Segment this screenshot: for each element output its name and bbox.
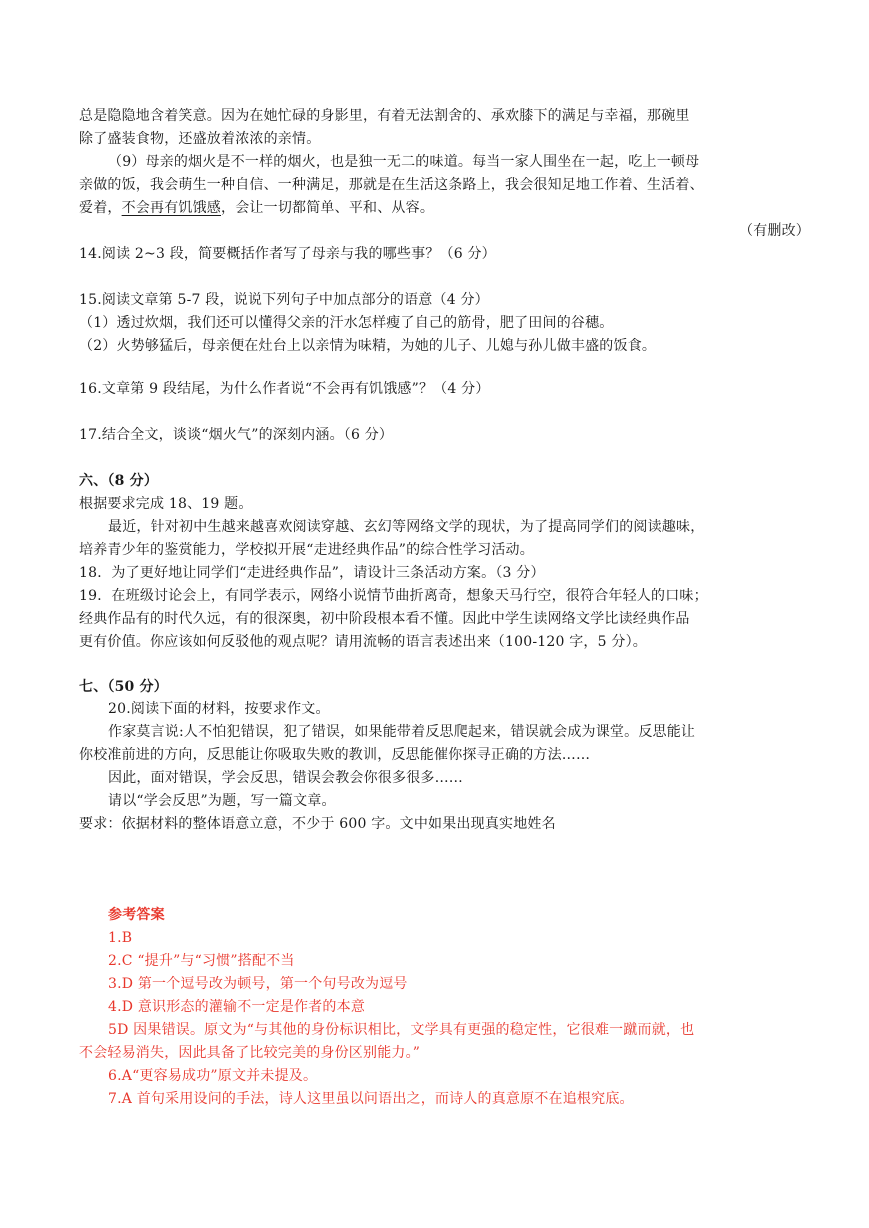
- essay-material-line2: 你校准前进的方向，反思能让你吸取失败的教训，反思能催你探寻正确的方法……: [79, 747, 591, 763]
- question-20: 20.阅读下面的材料，按要求作文。: [108, 701, 330, 717]
- question-19-line3: 更有价值。你应该如何反驳他的观点呢？请用流畅的语言表述出来（100-120 字，5 分）。: [79, 634, 647, 650]
- question-15-item-2: （2）火势够猛后，母亲便在灶台上以亲情为味精，为她的儿子、儿媳与孙儿做丰盛的饭食。: [79, 338, 657, 354]
- section-6-heading: 六、（8 分）: [79, 473, 159, 489]
- section-6-intro: 根据要求完成 18、19 题。: [79, 496, 253, 512]
- question-16: 16.文章第 9 段结尾，为什么作者说“不会再有饥饿感”？（4 分）: [79, 381, 490, 397]
- answers-heading: 参考答案: [108, 907, 165, 923]
- section-6-context-line1: 最近，针对初中生越来越喜欢阅读穿越、玄幻等网络文学的现状，为了提高同学们的阅读趣味，: [108, 519, 705, 535]
- answer-4: 4.D 意识形态的灌输不一定是作者的本意: [108, 999, 366, 1015]
- passage-p8-line2: 除了盛装食物，还盛放着浓浓的亲情。: [79, 131, 321, 147]
- question-17: 17.结合全文，谈谈“烟火气”的深刻内涵。（6 分）: [79, 427, 394, 443]
- question-15-item-1: （1）透过炊烟，我们还可以懂得父亲的汗水怎样瘦了自己的筋骨，肥了田间的谷穗。: [79, 315, 614, 331]
- section-7-heading: 七、（50 分）: [79, 679, 168, 695]
- answer-1: 1.B: [108, 930, 133, 946]
- passage-p9-line2: 亲做的饭，我会萌生一种自信、一种满足，那就是在生活这条路上，我会很知足地工作着、生活着、: [79, 177, 704, 193]
- question-15: 15.阅读文章第 5-7 段，说说下列句子中加点部分的语意（4 分）: [79, 292, 489, 308]
- answer-3: 3.D 第一个逗号改为顿号，第一个句号改为逗号: [108, 976, 408, 992]
- question-18: 18．为了更好地让同学们“走进经典作品”，请设计三条活动方案。（3 分）: [79, 565, 545, 581]
- passage-p9-line3-start: 爱着，: [79, 200, 122, 216]
- essay-prompt: 请以“学会反思”为题，写一篇文章。: [108, 793, 336, 809]
- section-6-context-line2: 培养青少年的鉴赏能力，学校拟开展“走进经典作品”的综合性学习活动。: [79, 542, 534, 558]
- essay-requirement: 要求：依据材料的整体语意立意，不少于 600 字。文中如果出现真实地姓名: [79, 816, 556, 832]
- question-19-line2: 经典作品有的时代久远，有的很深奥，初中阶段根本看不懂。因此中学生读网络文学比读经典作品: [79, 611, 690, 627]
- question-19-line1: 19．在班级讨论会上，有同学表示，网络小说情节曲折离奇，想象天马行空，很符合年轻人的口味；: [79, 588, 708, 604]
- answer-5-line1: 5D 因果错误。原文为“与其他的身份标识相比，文学具有更强的稳定性，它很难一蹴而就，也: [108, 1022, 695, 1038]
- question-14: 14.阅读 2~3 段，简要概括作者写了母亲与我的哪些事？（6 分）: [79, 246, 496, 262]
- essay-material-line3: 因此，面对错误，学会反思，错误会教会你很多很多……: [108, 770, 463, 786]
- essay-material-line1: 作家莫言说:人不怕犯错误，犯了错误，如果能带着反思爬起来，错误就会成为课堂。反思能让: [108, 724, 696, 740]
- answer-7: 7.A 首句采用设问的手法，诗人这里虽以问语出之，而诗人的真意原不在追根究底。: [108, 1091, 634, 1107]
- answer-5-line2: 不会轻易消失，因此具备了比较完美的身份区别能力。”: [79, 1045, 421, 1061]
- passage-p9-line3-end: ，会让一切都简单、平和、从容。: [221, 200, 435, 216]
- passage-p9-line1: （9）母亲的烟火是不一样的烟火，也是独一无二的味道。每当一家人围坐在一起，吃上一顿母: [108, 154, 700, 170]
- passage-p9-line3: [79, 198, 791, 218]
- answer-6: 6.A“更容易成功”原文并未提及。: [108, 1068, 318, 1084]
- passage-p8-line1: 总是隐隐地含着笑意。因为在她忙碌的身影里，有着无法割舍的、承欢膝下的满足与幸福，那碗里: [79, 108, 690, 124]
- answer-2: 2.C “提升”与“习惯”搭配不当: [108, 953, 295, 969]
- underlined-phrase: 不会再有饥饿感: [121, 200, 222, 216]
- source-note: （有删改）: [739, 223, 810, 239]
